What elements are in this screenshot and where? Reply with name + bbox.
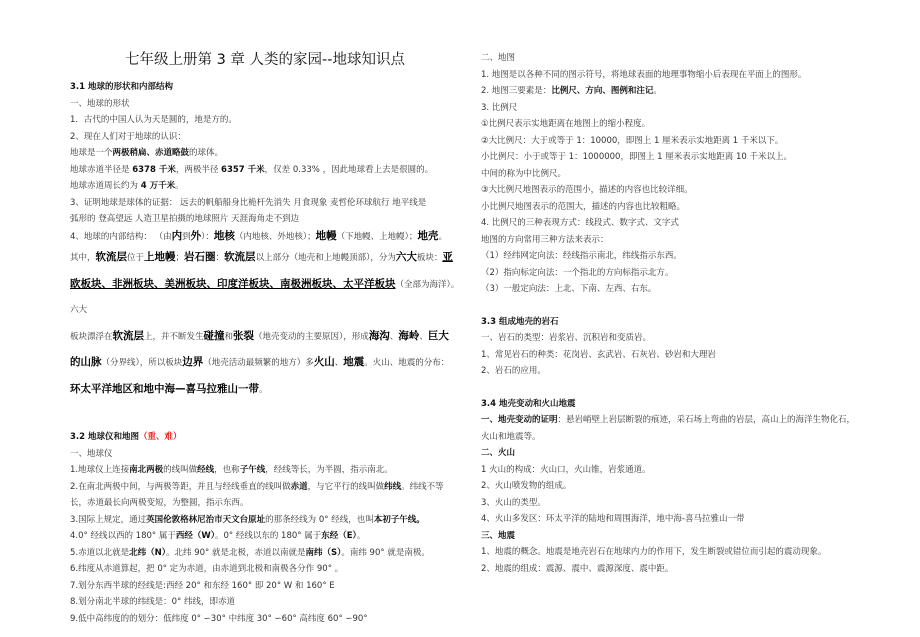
text-segment: 。火山、地震的分布： (364, 358, 450, 368)
text-segment: （3）一般定向法：上北、下南、左西、右东。 (481, 284, 657, 294)
text-segment: 小比例尺地图表示的范围大，描述的内容也比较粗略。 (481, 201, 686, 212)
text-line (70, 195, 465, 212)
text-segment: （下地幔、上地幔）； (336, 231, 418, 242)
text-segment: 。纬线不等 (401, 481, 444, 492)
text-segment: 其中， (70, 253, 96, 263)
emphasized-text: 环太平洋地区和地中海—喜马拉雅山一带 (70, 382, 259, 395)
text-segment: 。北纬 90° 就是北极，赤道以南就是 (166, 547, 306, 558)
emphasized-text: 西经（W） (175, 531, 215, 541)
text-segment: 2、现在人们对于地球的认识： (70, 131, 186, 142)
text-line (481, 281, 891, 298)
text-segment: 1 火山的构成：火山口，火山锥，岩浆通道。 (481, 464, 651, 475)
emphasized-text: 子午线 (239, 465, 266, 475)
text-segment: 二、地图 (481, 53, 516, 63)
text-segment: 5.赤道以北就是 (70, 547, 130, 558)
emphasized-text: 海岭 (398, 329, 420, 342)
text-segment: 1、地震的概念。地震是地壳岩石在地球内力的作用下，发生断裂或错位而引起的震动现象。 (481, 547, 827, 557)
text-segment: 。 (356, 531, 366, 541)
text-line (70, 245, 465, 272)
text-line (481, 528, 891, 545)
text-line (481, 199, 891, 216)
text-segment: （全部为海洋）。六大 (70, 279, 460, 315)
emphasized-text: 南纬（S） (305, 547, 342, 558)
text-segment: 一、地球仪 (70, 448, 113, 459)
text-segment: 到 (182, 231, 191, 242)
text-segment: 3、证明地球是球体的证据： 远去的帆船船身比桅杆先消失 月食现象 麦哲伦环球航行 地平线是 (70, 197, 427, 208)
text-segment: ，仅差 0.33% ，因此地球看上去是很圆的。 (264, 164, 434, 175)
emphasized-text: 东经（E） (321, 531, 357, 541)
text-line (70, 462, 465, 479)
text-segment: 4.0° 经线以西的 180° 属于 (70, 531, 176, 541)
text-line (481, 561, 891, 578)
text-line (481, 511, 891, 528)
text-segment: 4. 比例尺的三种表现方式：线段式、数字式、文字式 (481, 218, 679, 228)
emphasized-text: 两极稍扁、赤道略鼓 (112, 148, 190, 158)
text-segment: 2. 地图三要素是： (481, 86, 552, 96)
text-segment: （1）经纬网定向法：经线指示南北，纬线指示东西。 (481, 251, 682, 261)
emphasized-text: 边界 (182, 356, 204, 368)
text-line (481, 363, 891, 380)
text-segment: 地图的方向常用三种方法来表示： (481, 234, 609, 245)
section-heading (70, 429, 465, 446)
text-line (70, 446, 465, 463)
emphasized-text: 张裂 (233, 329, 255, 342)
text-line (481, 133, 891, 150)
emphasized-text: 地幔 (315, 229, 337, 242)
text-line (481, 215, 891, 232)
text-line (70, 112, 465, 129)
text-segment: 1.地球仪上连接 (70, 465, 130, 475)
text-line (70, 594, 465, 611)
text-segment: ： (215, 253, 225, 263)
text-line (481, 429, 891, 446)
text-line (70, 350, 465, 377)
emphasized-text: 亚 (442, 251, 453, 263)
text-segment: （2）指向标定向法：一个指北的方向标指示北方。 (481, 267, 674, 278)
text-segment: 6.纬度从赤道算起，把 0° 定为赤道，由赤道到北极和南极各分作 90° 。 (70, 564, 344, 574)
text-segment: 3. 比例尺 (481, 102, 518, 113)
emphasized-text: 南北两极 (129, 465, 164, 475)
text-segment: 3.3 组成地壳的岩石 (481, 316, 559, 327)
text-segment: ②大比例尺：大于或等于 1：10000，即图上 1 厘米表示实地距离 1 千米以下。 (481, 135, 784, 146)
emphasized-text: 6378 千米 (132, 164, 176, 175)
text-line (70, 528, 465, 545)
text-segment: 、 (334, 358, 344, 368)
text-line (481, 116, 891, 133)
text-segment: 地球赤道周长约为 (70, 181, 141, 191)
text-line (70, 162, 465, 179)
text-segment: 3.2 地球仪和地图 (70, 432, 140, 442)
text-segment: 。南纬 90° 就是南极。 (341, 547, 430, 558)
text-segment: （内地核、外地核）； (234, 231, 316, 242)
text-segment: （地壳活动最频繁的地方）多 (203, 358, 314, 368)
emphasized-text: 软流层 (112, 329, 145, 342)
emphasized-text: 外 (190, 229, 202, 242)
emphasized-text: 英国伦敦格林尼治市天文台原址 (146, 514, 266, 525)
text-segment: 以上部分（地壳和上地幔顶部），分为 (255, 253, 396, 263)
text-segment: 的那条经线为 0° 经线，也叫 (265, 514, 374, 525)
emphasized-text: 三、地震 (481, 530, 516, 541)
text-segment: 位于 (127, 253, 145, 263)
emphasized-text: 巨大 (427, 329, 449, 342)
text-line (70, 512, 465, 529)
emphasized-text: 地核 (213, 229, 235, 242)
text-line (70, 228, 465, 246)
text-line (70, 479, 465, 496)
text-segment: ，两极半径 (175, 164, 222, 175)
section-heading (481, 314, 891, 331)
text-line (70, 495, 465, 512)
emphasized-text: 经线 (197, 465, 215, 475)
text-segment: （分界线），所以板块 (101, 358, 183, 368)
text-segment: 3.国际上规定，通过 (70, 514, 147, 525)
emphasized-text: 火山 (313, 356, 335, 368)
text-line (481, 462, 891, 479)
text-line (481, 149, 891, 166)
emphasized-text: 六大 (395, 251, 417, 263)
text-segment: 火山和地震等。 (481, 431, 541, 442)
emphasized-text: 内 (171, 229, 183, 242)
left-column (70, 79, 465, 627)
text-line (481, 83, 891, 100)
emphasized-text: 赤道 (290, 481, 308, 492)
document-title: 七年级上册第 3 章 人类的家园--地球知识点 (124, 52, 405, 68)
text-segment: 、 (419, 331, 428, 342)
text-segment: 4、地球的内部结构： （由 (70, 231, 172, 242)
emphasized-text: 岩石圈 (184, 251, 216, 263)
text-line (70, 145, 465, 162)
text-segment: 中间的称为中比例尺。 (481, 168, 567, 179)
text-line (70, 129, 465, 146)
text-segment: 小比例尺：小于或等于 1：1000000，即图上 1 厘米表示实地距离 10 千米以上。 (481, 152, 793, 162)
text-segment: 。 (438, 231, 447, 242)
text-line (70, 96, 465, 113)
text-segment: 地球赤道半径是 (70, 164, 133, 175)
emphasized-text: 二、火山 (481, 448, 516, 458)
text-line (481, 544, 891, 561)
text-segment: 4、火山多发区：环太平洋的陆地和周围海洋，地中海-喜马拉雅山一带 (481, 514, 745, 524)
text-line (70, 545, 465, 562)
text-line (481, 495, 891, 512)
emphasized-text: 软流层 (95, 251, 128, 263)
text-segment: 板块： (416, 253, 443, 263)
emphasized-text: 本初子午线。 (373, 514, 425, 525)
text-segment: ； (175, 253, 185, 263)
section-heading (481, 396, 891, 413)
text-segment: 板块漂浮在 (70, 331, 113, 342)
text-segment: 上，并不断发生 (144, 331, 204, 342)
text-segment: 3.1 地球的形状和内部结构 (70, 82, 174, 92)
text-segment: 。 (175, 181, 184, 191)
emphasized-text: 纬线 (384, 481, 402, 492)
emphasized-text: 北纬（N） (129, 547, 166, 558)
emphasized-text: 4 万千米 (140, 181, 176, 191)
emphasized-text: 6357 千米 (221, 164, 265, 175)
text-segment: 2、岩石的应用。 (481, 366, 546, 376)
emphasized-text: 一、地壳变动的证明 (481, 415, 558, 425)
text-line (70, 178, 465, 195)
text-segment: ③大比例尺地图表示的范围小，描述的内容也比较详细。 (481, 185, 693, 195)
text-line (481, 166, 891, 183)
text-segment: 3、火山的类型。 (481, 497, 546, 508)
text-line (481, 330, 891, 347)
text-segment: 。 (653, 86, 662, 96)
emphasized-text: 地壳 (417, 229, 439, 242)
text-line (70, 578, 465, 595)
text-segment: 的球体。 (189, 148, 224, 158)
text-segment: 的线叫做 (163, 465, 198, 475)
emphasized-text: 欧板块、非洲板块、美洲板块、印度洋板块、南极洲板块、太平洋板块 (70, 277, 396, 290)
text-segment: 。0° 经线以东的 180° 属于 (215, 531, 322, 541)
text-line (70, 211, 465, 228)
text-segment: 长，赤道最长向两极变短，为整圆，指示东西。 (70, 498, 249, 508)
text-segment: 1．古代的中国人认为天是圆的，地是方的。 (70, 115, 237, 125)
text-segment: ，经线等长，为半圆，指示南北。 (265, 465, 393, 475)
text-segment: ，也称 (214, 465, 240, 475)
text-line (70, 611, 465, 628)
text-line (481, 248, 891, 265)
text-segment: ）： (201, 231, 214, 242)
text-segment: ，与它平行的线叫做 (307, 481, 385, 492)
text-line (481, 100, 891, 117)
text-segment: 7.划分东西半球的经线是:西经 20° 和东经 160° 即 20° W 和 160° E (70, 580, 335, 591)
text-segment: 9.低中高纬度的的划分：低纬度 0° ∽30° 中纬度 30° ∽60° 高纬度 60° ∽90° (70, 613, 368, 624)
text-segment: ①比例尺表示实地距离在地图上的缩小程度。 (481, 119, 651, 129)
text-segment: 一、岩石的类型：岩浆岩、沉积岩和变质岩。 (481, 333, 652, 343)
text-line (481, 265, 891, 282)
section-heading (70, 79, 465, 96)
text-line (481, 347, 891, 364)
text-line (70, 272, 465, 324)
text-line (481, 478, 891, 495)
emphasized-text: 海沟 (368, 329, 390, 342)
text-segment: 2、火山喷发物的组成。 (481, 481, 572, 491)
text-line (70, 324, 465, 351)
text-segment: （地壳变动的主要原因），形成 (254, 331, 369, 342)
text-segment: 、 (389, 331, 399, 342)
text-segment: ：悬岩峭壁上岩层断裂的痕迹，采石场上弯曲的岩层，高山上的海洋生物化石， (557, 415, 856, 425)
emphasized-text: 地震 (343, 356, 365, 368)
text-segment: 。 (259, 384, 268, 395)
emphasized-text: 软流层 (224, 251, 256, 263)
text-line (481, 50, 891, 67)
text-segment: 8.划分南北半球的纬线是：0° 纬线，即赤道 (70, 597, 235, 607)
text-segment: 地球是一个 (70, 148, 113, 158)
text-segment: 和 (224, 331, 234, 342)
emphasized-text: 的山脉 (70, 356, 102, 368)
text-segment: 1、常见岩石的种类：花岗岩、玄武岩、石灰岩、砂岩和大理岩 (481, 349, 716, 360)
text-segment: 1. 地图是以各种不同的图示符号，将地球表面的地理事物缩小后表现在平面上的图形。 (481, 69, 807, 80)
text-line (481, 445, 891, 462)
text-segment: 2、地震的组成：震源、震中、震源深度、震中距。 (481, 563, 674, 574)
text-segment: 3.4 地壳变动和火山地震 (481, 398, 576, 409)
emphasized-text: （重、难） (139, 432, 182, 442)
text-line (481, 232, 891, 249)
right-column (481, 50, 891, 577)
text-segment: 弧形的 登高望远 人造卫星拍摄的地球照片 天涯海角走不到边 (70, 214, 300, 224)
text-line (481, 67, 891, 84)
text-line (481, 182, 891, 199)
text-segment: 一、地球的形状 (70, 98, 130, 109)
emphasized-text: 比例尺、方向、图例和注记 (551, 86, 654, 96)
text-line (70, 377, 465, 404)
text-line (481, 412, 891, 429)
text-segment: 2.在南北两极中间，与两极等距，并且与经线垂直的线叫做 (70, 481, 291, 492)
emphasized-text: 上地幔 (144, 251, 176, 263)
text-line (70, 561, 465, 578)
emphasized-text: 碰撞 (203, 329, 225, 342)
